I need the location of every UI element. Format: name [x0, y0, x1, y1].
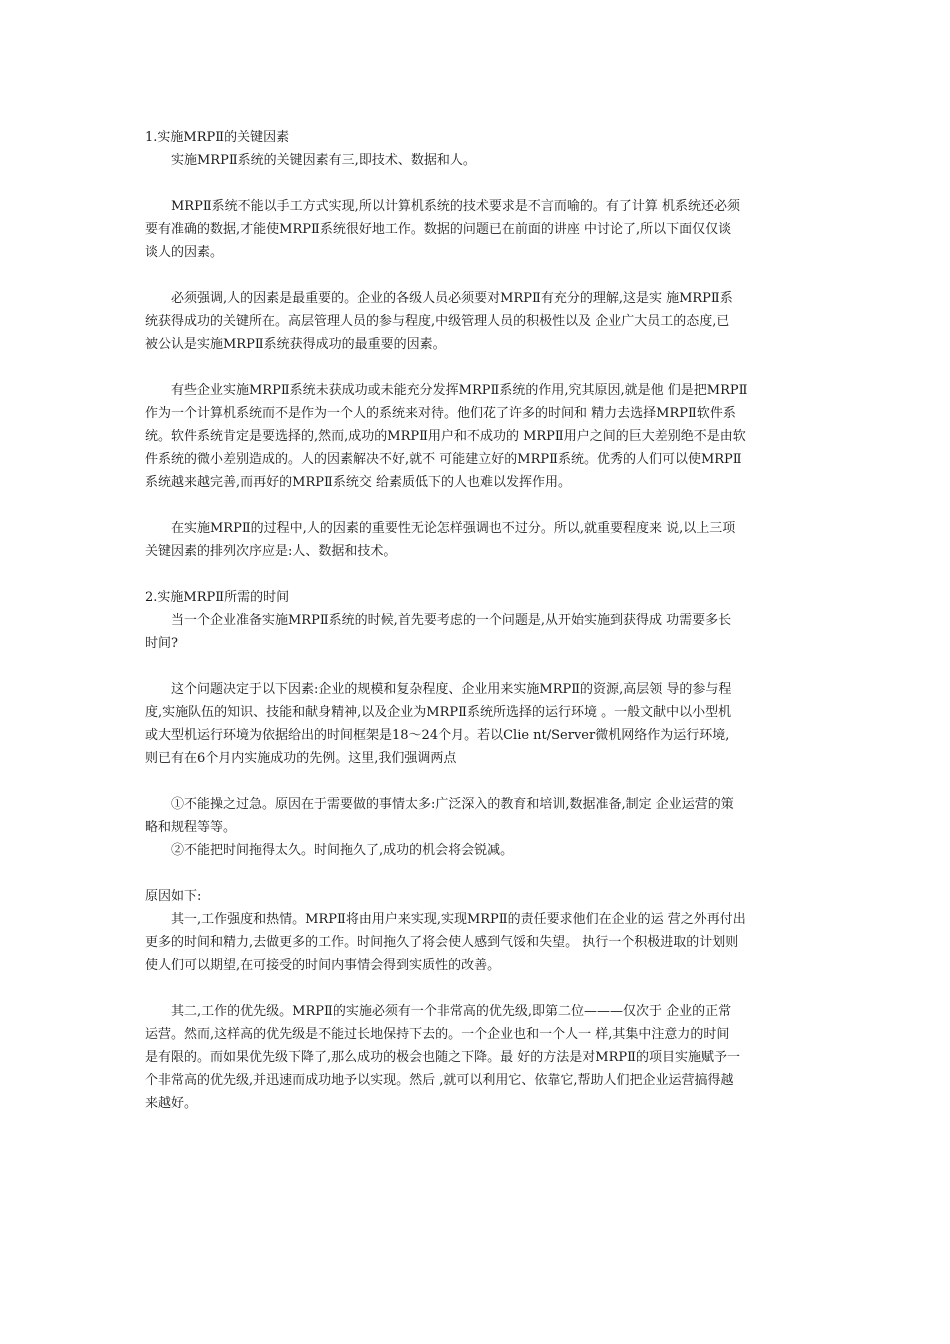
- paragraph-gap: [145, 264, 807, 287]
- paragraph-line: MRPⅡ系统不能以手工方式实现,所以计算机系统的技术要求是不言而喻的。有了计算 机系统还必须: [171, 199, 740, 214]
- paragraph-line: 来越好。: [145, 1096, 198, 1111]
- paragraph-gap: [145, 494, 807, 517]
- paragraph-line: 运营。然而,这样高的优先级是不能过长地保持下去的。一个企业也和一个人一 样,其集中注意力的时间: [145, 1027, 730, 1042]
- paragraph-line: 要有准确的数据,才能使MRPⅡ系统很好地工作。数据的问题已在前面的讲座 中讨论了,所以下面仅仅谈: [145, 222, 732, 237]
- paragraph-line: 有些企业实施MRPⅡ系统未获成功或未能充分发挥MRPⅡ系统的作用,究其原因,就是他 们是把MRPⅡ: [171, 383, 748, 398]
- paragraph-gap: [145, 655, 807, 678]
- paragraph-line: 被公认是实施MRPⅡ系统获得成功的最重要的因素。: [145, 337, 446, 352]
- paragraph-line: 关键因素的排列次序应是:人、数据和技术。: [145, 544, 397, 559]
- paragraph-line: 个非常高的优先级,并迅速而成功地予以实现。然后 ,就可以利用它、依靠它,帮助人们把企业运营搞得越: [145, 1073, 734, 1088]
- paragraph-gap: [145, 356, 807, 379]
- section-heading: 2.实施MRPⅡ所需的时间: [145, 590, 290, 605]
- paragraph-line: 使人们可以期望,在可接受的时间内事情会得到实质性的改善。: [145, 958, 501, 973]
- paragraph-line: 谈人的因素。: [145, 245, 224, 260]
- paragraph-line: 或大型机运行环境为依据给出的时间框架是18～24个月。若以Clie nt/Server微机网络作为运行环境,: [145, 728, 730, 743]
- section-heading: 原因如下:: [145, 889, 202, 904]
- paragraph-line: 必须强调,人的因素是最重要的。企业的各级人员必须要对MRPⅡ有充分的理解,这是实 施MRPⅡ系: [171, 291, 733, 306]
- paragraph-line: 系统越来越完善,而再好的MRPⅡ系统交 给素质低下的人也难以发挥作用。: [145, 475, 571, 490]
- paragraph-line: 这个问题决定于以下因素:企业的规模和复杂程度、企业用来实施MRPⅡ的资源,高层领 导的参与程: [171, 682, 732, 697]
- paragraph-line: 件系统的微小差别造成的。人的因素解决不好,就不 可能建立好的MRPⅡ系统。优秀的人们可以使MRPⅡ: [145, 452, 742, 467]
- paragraph-line: 统获得成功的关键所在。高层管理人员的参与程度,中级管理人员的积极性以及 企业广大员工的态度,已: [145, 314, 730, 329]
- paragraph-line: 其二,工作的优先级。MRPⅡ的实施必须有一个非常高的优先级,即第二位———仅次于 企业的正常: [171, 1004, 732, 1019]
- paragraph-line: ②不能把时间拖得太久。时间拖久了,成功的机会将会锐减。: [171, 843, 514, 858]
- paragraph-line: 略和规程等等。: [145, 820, 237, 835]
- paragraph-gap: [145, 172, 807, 195]
- paragraph-line: 是有限的。而如果优先级下降了,那么成功的极会也随之下降。最 好的方法是对MRPⅡ的项目实施赋予一: [145, 1050, 740, 1065]
- paragraph-line: ①不能操之过急。原因在于需要做的事情太多:广泛深入的教育和培训,数据准备,制定 企业运营的策: [171, 797, 734, 812]
- paragraph-line: 其一,工作强度和热情。MRPⅡ将由用户来实现,实现MRPⅡ的责任要求他们在企业的运 营之外再付出: [171, 912, 746, 927]
- paragraph-line: 在实施MRPⅡ的过程中,人的因素的重要性无论怎样强调也不过分。所以,就重要程度来 说,以上三项: [171, 521, 736, 536]
- paragraph-line: 统。软件系统肯定是要选择的,然而,成功的MRPⅡ用户和不成功的 MRPⅡ用户之间的巨大差别绝不是由软: [145, 429, 746, 444]
- paragraph-line: 实施MRPⅡ系统的关键因素有三,即技术、数据和人。: [171, 153, 476, 168]
- document-page: [145, 126, 807, 1115]
- paragraph-line: 时间?: [145, 636, 178, 651]
- paragraph-line: 当一个企业准备实施MRPⅡ系统的时候,首先要考虑的一个问题是,从开始实施到获得成 功需要多长: [171, 613, 732, 628]
- section-heading: 1.实施MRPⅡ的关键因素: [145, 130, 290, 145]
- paragraph-line: 作为一个计算机系统而不是作为一个人的系统来对待。他们花了许多的时间和 精力去选择MRPⅡ软件系: [145, 406, 736, 421]
- paragraph-gap: [145, 563, 807, 586]
- paragraph-line: 度,实施队伍的知识、技能和献身精神,以及企业为MRPⅡ系统所选择的运行环境 。一般文献中以小型机: [145, 705, 732, 720]
- paragraph-line: 则已有在6个月内实施成功的先例。这里,我们强调两点: [145, 751, 457, 766]
- paragraph-gap: [145, 977, 807, 1000]
- paragraph-gap: [145, 862, 807, 885]
- paragraph-gap: [145, 770, 807, 793]
- paragraph-line: 更多的时间和精力,去做更多的工作。时间拖久了将会使人感到气馁和失望。 执行一个积极进取的计划则: [145, 935, 739, 950]
